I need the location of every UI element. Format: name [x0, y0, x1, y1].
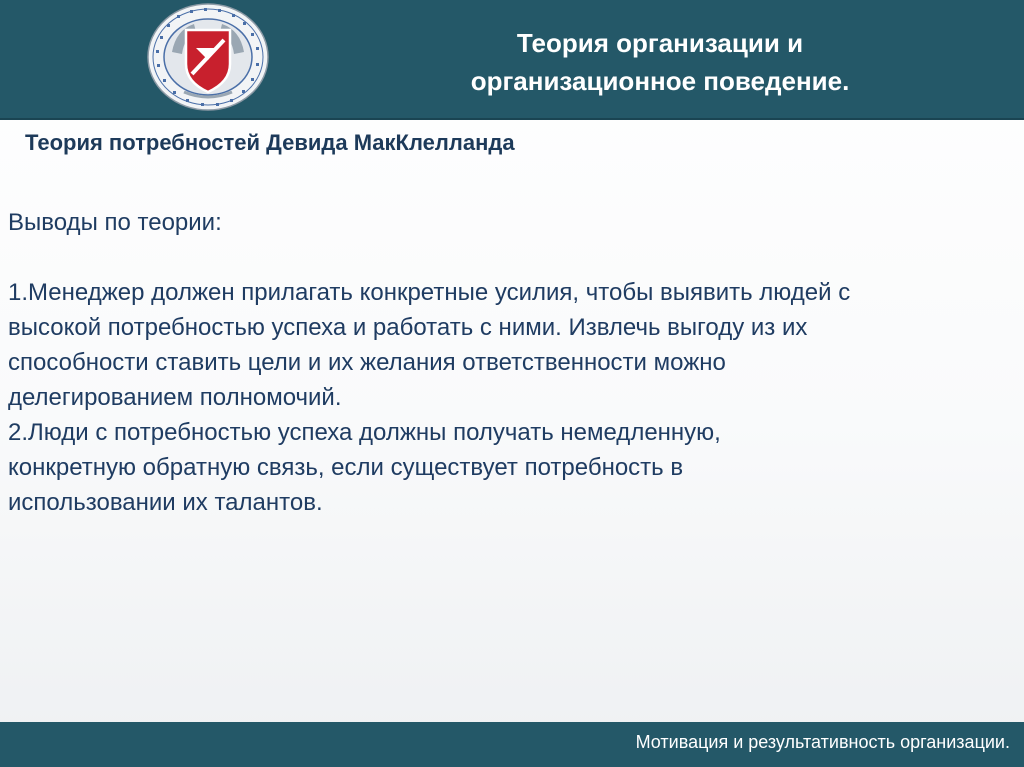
point-1-line-3: способности ставить цели и их желания ответственности можно: [8, 349, 726, 376]
point-2-line-1: 2.Люди с потребностью успеха должны получать немедленную,: [8, 419, 721, 446]
paragraph-gap: [8, 240, 1014, 275]
header-bar: [0, 0, 1024, 120]
title-line-1: Теория организации и: [516, 28, 804, 58]
slide-body: [8, 205, 1014, 520]
conclusions-heading: Выводы по теории:: [8, 209, 222, 236]
point-1-line-4: делегированием полномочий.: [8, 384, 342, 411]
title-line-2: организационное поведение.: [470, 66, 850, 96]
presentation-title: [380, 24, 940, 100]
footer-bar: [0, 722, 1024, 767]
point-1-line-2: высокой потребностью успеха и работать с ними. Извлечь выгоду из их: [8, 314, 808, 341]
point-2-line-3: использовании их талантов.: [8, 489, 323, 516]
point-2-line-2: конкретную обратную связь, если существует потребность в: [8, 454, 684, 481]
slide-subtitle: Теория потребностей Девида МакКлелланда: [25, 130, 515, 155]
footer-caption: Мотивация и результативность организации.: [635, 732, 1010, 752]
point-1-line-1: 1.Менеджер должен прилагать конкретные усилия, чтобы выявить людей с: [8, 279, 851, 306]
university-emblem-icon: [146, 2, 270, 112]
